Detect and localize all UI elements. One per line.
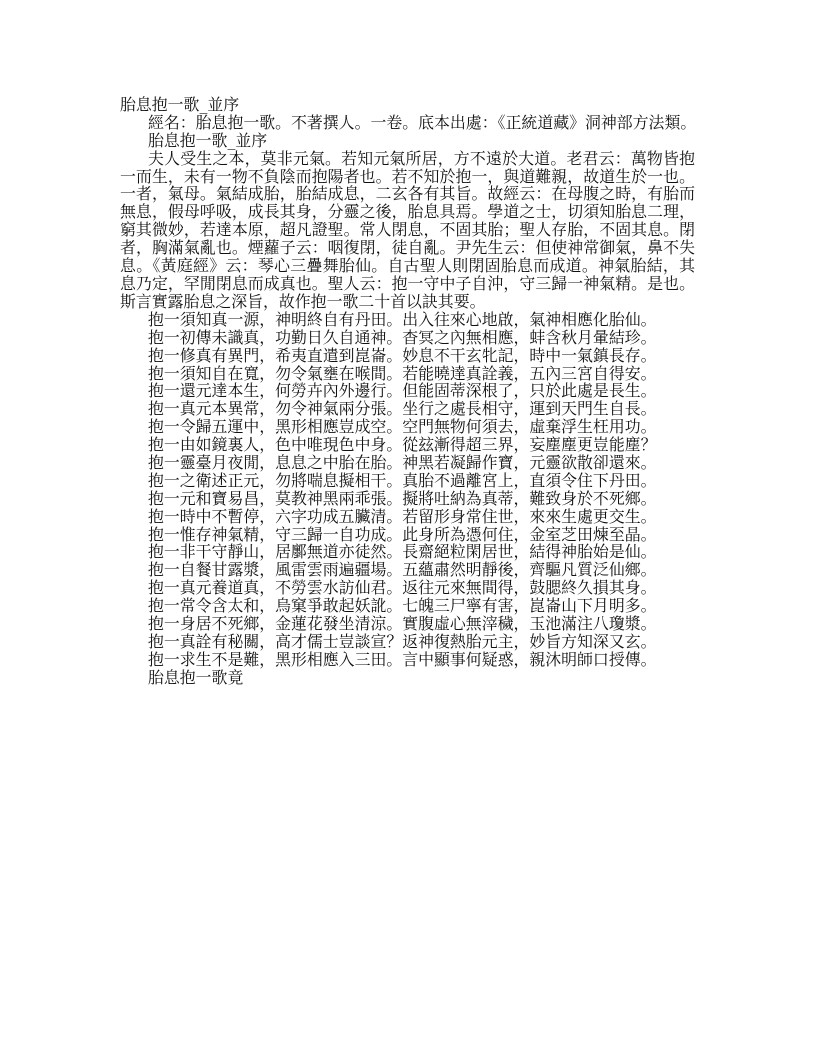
poem-verse: 抱一靈臺月夜閒，息息之中胎在胎。神黑若凝歸作寶，元靈欲散卻還來。 — [148, 452, 657, 472]
poem-verse: 抱一自餐甘露漿，風雷雲雨遍疆場。五蘊肅然明靜後，齊驅凡質泛仙鄉。 — [148, 560, 657, 580]
poem-verse: 抱一真元本異常，勿令神氣兩分張。坐行之處長相守，運到天門生自長。 — [148, 399, 657, 419]
poem-verse: 抱一令歸五運中，黑形相應豈成空。空門無物何須去，虛棄浮生枉用功。 — [148, 417, 657, 437]
poem-verse: 抱一惟存神氣精，守三歸一自功成。此身所為憑何住，金室芝田煉至晶。 — [148, 524, 657, 544]
poem-verse: 抱一身居不死鄉，金蓮花發坐清涼。實腹虛心無滓穢，玉池滿注八瓊漿。 — [148, 613, 657, 633]
poem-verse: 抱一修真有異門，希夷直遣到崑崙。妙息不干玄牝記，時中一氣鎮長存。 — [148, 345, 657, 365]
document-title: 胎息抱一歌_並序 — [120, 95, 240, 114]
poem-verse: 抱一還元達本生，何勞卉內外邊行。但能固蒂深根了，只於此處是長生。 — [148, 381, 657, 401]
poem-verse: 抱一元和寶易昌，莫教神黑兩乖張。擬將吐納為真蒂，難致身於不死鄉。 — [148, 488, 657, 508]
poem-verse: 抱一時中不暫停，六字功成五臟清。若留形身常住世，來來生處更交生。 — [148, 506, 657, 526]
poem-verse: 抱一真元養道真，不勞雲水訪仙君。返往元來無間得，鼓腮終久損其身。 — [148, 578, 657, 598]
preface-paragraph: 夫人受生之本，莫非元氣。若知元氣所居，方不遠於大道。老君云：萬物皆抱一而生，未有一物不負陰而抱陽者也。若不知於抱一，與道難親，故道生於一也。一者，氣母。氣結成胎，胎結成息，二玄各有其旨。故經云：在母腹之時，有胎而無息，假母呼吸，成長其身，分靈之後，胎息具焉。學道之士，切須知胎息二理，窮其微妙，若達本原，超凡證聖。常人閉息，不固其胎；聖人存胎，不固其息。閉者，胸滿氣亂也。煙蘿子云：咽復閉，徒自亂。尹先生云：但使神常御氣，鼻不失息。《黃庭經》云：琴心三疊舞胎仙。自古聖人則閉固胎息而成道。神氣胎結，其息乃定，罕閒閉息而成真也。聖人云：抱一守中子自沖，守三歸一神氣精。是也。斯言實露胎息之深旨，故作抱一歌二十首以訣其要。 — [120, 148, 695, 311]
poem-verse: 抱一須知真一源，神明終自有丹田。出入往來心地啟，氣神相應化胎仙。 — [148, 309, 657, 329]
poem-verse: 抱一須知自在寬，勿令氣壅在喉間。若能曉達真詮義，五內三宮自得安。 — [148, 363, 657, 383]
scripture-meta-line: 經名：胎息抱一歌。不著撰人。一卷。底本出處：《正統道藏》洞神部方法類。 — [148, 112, 697, 132]
section-subtitle: 胎息抱一歌_並序 — [148, 130, 268, 150]
closing-line: 胎息抱一歌竟 — [148, 667, 244, 687]
poem-verse: 抱一求生不是難，黑形相應入三田。言中顯事何疑惑，親沐明師口授傳。 — [148, 649, 657, 669]
poem-verse: 抱一由如鏡裏人，色中唯現色中身。從玆漸得超三界，妄塵塵更豈能塵？ — [148, 435, 657, 455]
poem-verse: 抱一常令含太和，烏窠爭敢起妖訛。七魄三尸寧有害，崑崙山下月明多。 — [148, 596, 657, 616]
poem-verse: 抱一之衛述正元，勿將喘息擬相干。真胎不過離宮上，直須令住下丹田。 — [148, 470, 657, 490]
poem-list — [120, 311, 698, 669]
poem-verse: 抱一真詮有秘關，高才儒士豈談宣？返神復熱胎元主，妙旨方知深又玄。 — [148, 631, 657, 651]
poem-verse: 抱一初傳未識真，功勤日久自通神。杳冥之內無相應，蚌含秋月暈結珍。 — [148, 327, 657, 347]
document-page — [120, 96, 698, 687]
poem-verse: 抱一非干守靜山，居鄽無道亦徒然。長齋絕粒閑居世，結得神胎始是仙。 — [148, 542, 657, 562]
